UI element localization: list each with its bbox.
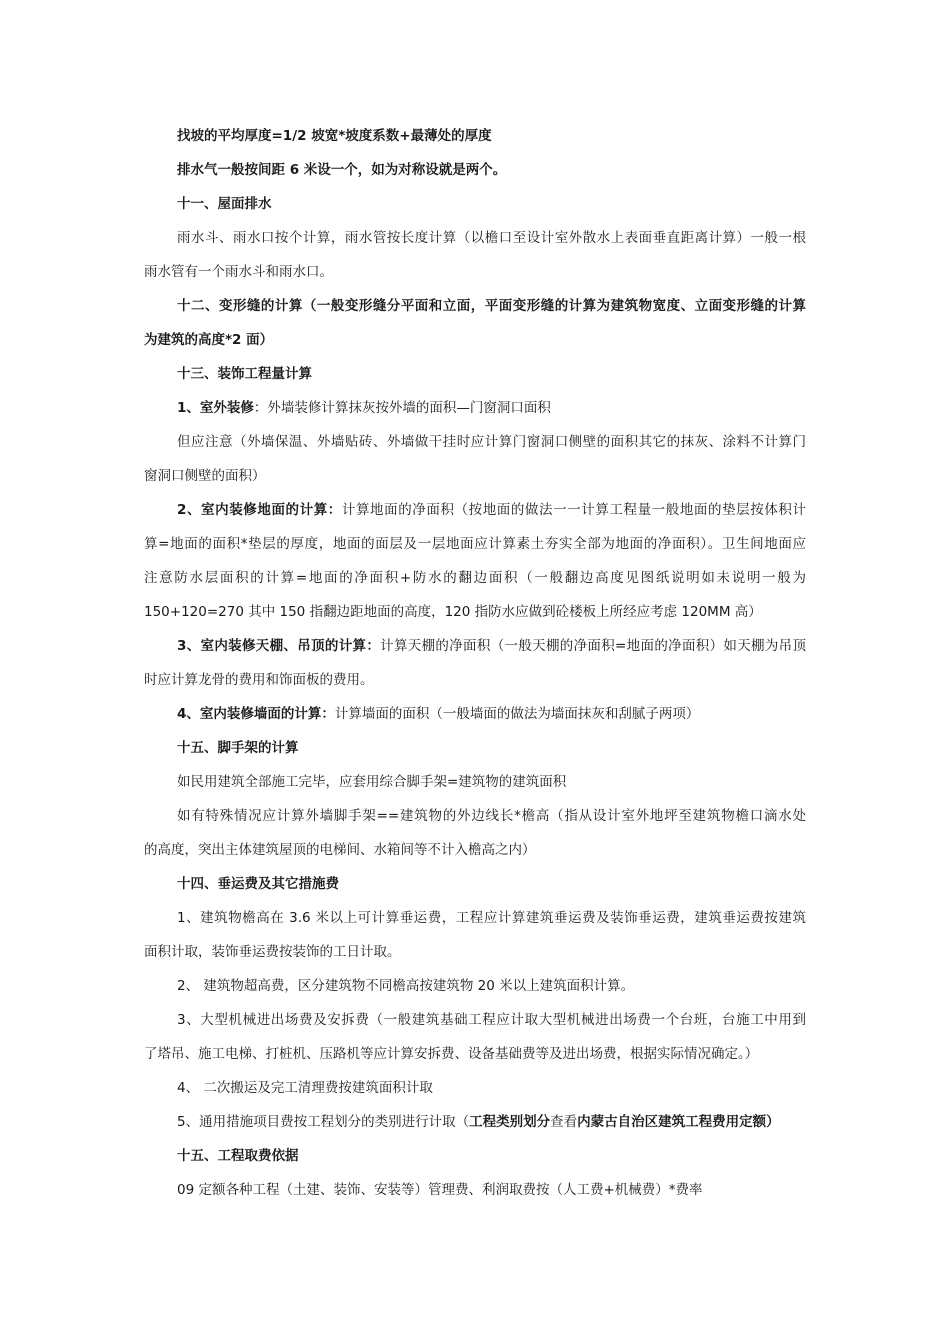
fee-basis-paragraph: 09 定额各种工程（土建、装饰、安装等）管理费、利润取费按（人工费+机械费）*费率	[177, 1182, 703, 1198]
exterior-finish-note-line1: 但应注意（外墙保温、外墙贴砖、外墙做干挂时应计算门窗洞口侧壁的面积其它的抹灰、涂料不计算门	[177, 434, 806, 450]
ceiling-label: 3、室内装修天棚、吊顶的计算：	[177, 638, 381, 654]
slope-thickness-formula: 找坡的平均厚度=1/2 坡宽*坡度系数+最薄处的厚度	[177, 128, 492, 144]
vertical-transport-item5	[177, 1112, 780, 1132]
heading-vertical-transport: 十四、垂运费及其它措施费	[177, 876, 339, 892]
vertical-transport-item3-line1: 3、大型机械进出场费及安拆费（一般建筑基础工程应计取大型机械进出场费一个台班，台施工中用到	[177, 1012, 806, 1028]
vertical-transport-item1-line1: 1、建筑物檐高在 3.6 米以上可计算垂运费，工程应计算建筑垂运费及装饰垂运费，建筑垂运费按建筑	[177, 910, 806, 926]
interior-floor-line3: 注意防水层面积的计算=地面的净面积+防水的翻边面积（一般翻边高度见图纸说明如未说明一般为	[144, 570, 806, 586]
roof-drainage-paragraph-line2: 雨水管有一个雨水斗和雨水口。	[144, 264, 333, 280]
interior-floor-text: 计算地面的净面积（按地面的做法一一计算工程量一般地面的垫层按体积计	[341, 502, 806, 518]
item5-quota-reference: 内蒙古自治区建筑工程费用定额）	[577, 1114, 780, 1130]
heading-deformation-joint-line1: 十二、变形缝的计算（一般变形缝分平面和立面，平面变形缝的计算为建筑物宽度、立面变形缝的计算	[177, 298, 806, 314]
heading-decoration-works: 十三、装饰工程量计算	[177, 366, 312, 382]
exterior-finish-line	[177, 398, 551, 418]
roof-drainage-paragraph-line1: 雨水斗、雨水口按个计算，雨水管按长度计算（以檐口至设计室外散水上表面垂直距离计算）一般一根	[177, 230, 806, 246]
ceiling-line2: 时应计算龙骨的费用和饰面板的费用。	[144, 672, 374, 688]
interior-floor-line4: 150+120=270 其中 150 指翻边距地面的高度，120 指防水应做到砼楼板上所经应考虑 120MM 高）	[144, 604, 762, 620]
interior-wall-line	[177, 704, 699, 724]
interior-floor-line1	[177, 500, 806, 520]
scaffolding-comprehensive: 如民用建筑全部施工完毕，应套用综合脚手架=建筑物的建筑面积	[177, 774, 567, 790]
item5-text-middle: 查看	[550, 1114, 578, 1130]
item5-text-start: 5、通用措施项目费按工程划分的类别进行计取（	[177, 1114, 470, 1130]
scaffolding-special-line1: 如有特殊情况应计算外墙脚手架==建筑物的外边线长*檐高（指从设计室外地坪至建筑物檐口滴水处	[177, 808, 806, 824]
heading-roof-drainage: 十一、屋面排水	[177, 196, 272, 212]
item5-category-term: 工程类别划分	[469, 1114, 551, 1130]
exterior-finish-label: 1、室外装修	[177, 400, 254, 416]
vertical-transport-item3-line2: 了塔吊、施工电梯、打桩机、压路机等应计算安拆费、设备基础费等及进出场费，根据实际情况确定。）	[144, 1046, 759, 1062]
vertical-transport-item4: 4、 二次搬运及完工清理费按建筑面积计取	[177, 1080, 433, 1096]
interior-floor-label: 2、室内装修地面的计算：	[177, 502, 342, 518]
heading-fee-basis: 十五、工程取费依据	[177, 1148, 299, 1164]
vent-spacing-note: 排水气一般按间距 6 米设一个，如为对称设就是两个。	[177, 162, 507, 178]
exterior-finish-text: ：外墙装修计算抹灰按外墙的面积—门窗洞口面积	[253, 400, 551, 416]
heading-scaffolding: 十五、脚手架的计算	[177, 740, 299, 756]
ceiling-text: 计算天棚的净面积（一般天棚的净面积=地面的净面积）如天棚为吊顶	[380, 638, 806, 654]
scaffolding-special-line2: 的高度，突出主体建筑屋顶的电梯间、水箱间等不计入檐高之内）	[144, 842, 536, 858]
vertical-transport-item1-line2: 面积计取，装饰垂运费按装饰的工日计取。	[144, 944, 401, 960]
heading-deformation-joint-line2: 为建筑的高度*2 面）	[144, 332, 274, 348]
ceiling-line1	[177, 636, 806, 656]
interior-wall-label: 4、室内装修墙面的计算：	[177, 706, 335, 722]
vertical-transport-item2: 2、 建筑物超高费，区分建筑物不同檐高按建筑物 20 米以上建筑面积计算。	[177, 978, 635, 994]
exterior-finish-note-line2: 窗洞口侧壁的面积）	[144, 468, 266, 484]
interior-floor-line2: 算=地面的面积*垫层的厚度，地面的面层及一层地面应计算素土夯实全部为地面的净面积）。卫生间地面应	[144, 536, 806, 552]
interior-wall-text: 计算墙面的面积（一般墙面的做法为墙面抹灰和刮腻子两项）	[334, 706, 700, 722]
